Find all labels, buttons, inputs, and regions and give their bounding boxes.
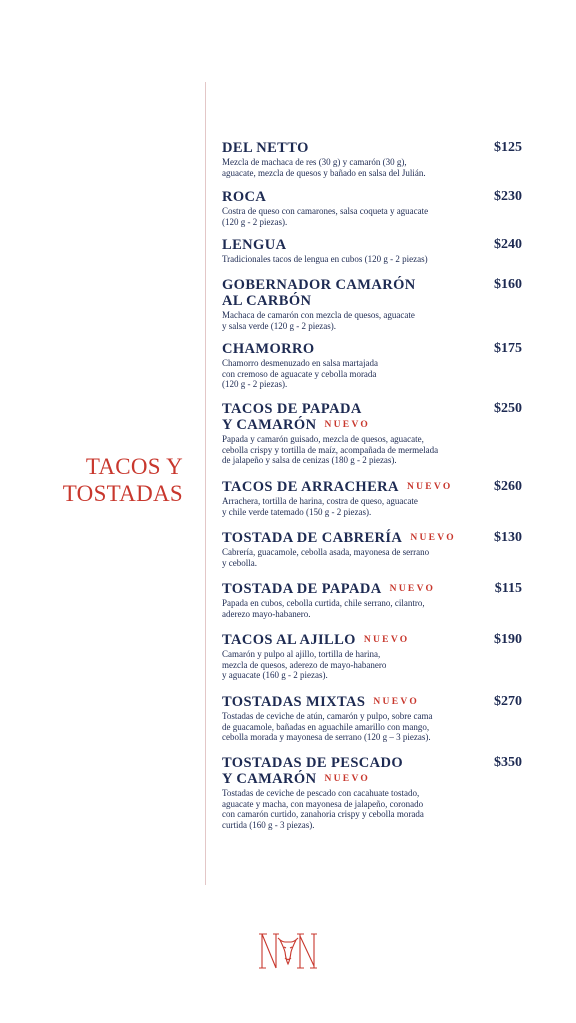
menu-item-description: Costra de queso con camarones, salsa coqueta y aguacate (120 g - 2 piezas). [222,206,429,227]
menu-item-description: Papada y camarón guisado, mezcla de quesos, aguacate, cebolla crispy y tortilla de maíz, acompañada de mermelada de jalapeño y salsa de cenizas (180 g - 2 piezas). [222,434,439,465]
menu-item-name-text: CHAMORRO [222,341,315,357]
menu-item-price: $240 [494,237,522,252]
menu-item-name [222,530,467,546]
new-badge: NUEVO [324,774,371,784]
menu-item-name [222,341,467,357]
menu-item-header [222,401,522,433]
menu-item-description: Arrachera, tortilla de harina, costra de queso, aguacate y chile verde tatemado (150 g - 2 piezas). [222,496,418,517]
menu-item-name [222,401,467,433]
menu-item-name-text: TACOS DE ARRACHERA [222,479,399,495]
menu-item [222,189,522,227]
menu-item-name-text: TOSTADA DE CABRERÍA [222,530,403,546]
menu-item [222,755,522,830]
menu-item-name-text: TOSTADA DE PAPADA [222,581,382,597]
menu-item-description: Cabrería, guacamole, cebolla asada, mayonesa de serrano y cebolla. [222,547,430,568]
menu-item-header [222,479,522,495]
menu-item-name [222,694,467,710]
menu-item-header [222,237,522,253]
menu-item-header [222,632,522,648]
menu-item-header [222,277,522,309]
menu-item-name-text: TACOS AL AJILLO [222,632,356,648]
menu-item-price: $250 [494,401,522,416]
new-badge: NUEVO [410,533,456,543]
menu-item-name [222,277,467,309]
menu-item-description: Machaca de camarón con mezcla de quesos, aguacate y salsa verde (120 g - 2 piezas). [222,310,415,331]
menu-item-price: $350 [494,755,522,770]
menu-item [222,237,522,265]
menu-item-price: $125 [494,140,522,155]
menu-item-header [222,189,522,205]
menu-item-header [222,755,522,787]
new-badge: NUEVO [363,635,410,645]
menu-item-name [222,479,467,495]
menu-item [222,140,522,178]
menu-item-header [222,530,522,546]
section-title: TACOS Y TOSTADAS [62,454,183,506]
menu-item-description: Tostadas de ceviche de atún, camarón y pulpo, sobre cama de guacamole, bañadas en aguachile amarillo con mango, cebolla morada y mayonesa de serrano (120 g – 3 piezas). [222,711,433,742]
new-badge: NUEVO [324,420,371,430]
menu-item [222,581,522,619]
menu-item-description: Mezcla de machaca de res (30 g) y camarón (30 g), aguacate, mezcla de quesos y bañado en salsa del Julián. [222,157,426,178]
menu-item-name [222,632,467,648]
menu-item-description: Tostadas de ceviche de pescado con cacahuate tostado, aguacate y macha, con mayonesa de jalapeño, coronado con camarón curtido, zanahoria crispy y cebolla morada curtida (160 g - 3 piezas). [222,788,424,830]
menu-item-header [222,341,522,357]
menu-item-price: $230 [494,189,522,204]
menu-item-name [222,237,467,253]
menu-item-price: $175 [494,341,522,356]
menu-item-name [222,140,467,156]
menu-item-price: $190 [494,632,522,647]
menu-item-name-text: GOBERNADOR CAMARÓN AL CARBÓN [222,277,416,309]
new-badge: NUEVO [389,584,436,594]
menu-item-name [222,189,467,205]
menu-item [222,530,522,568]
vertical-divider [205,82,206,885]
menu-item [222,479,522,517]
menu-item-price: $115 [494,581,522,596]
menu-item [222,632,522,681]
menu-item-name-text: DEL NETTO [222,140,309,156]
menu-item-description: Camarón y pulpo al ajillo, tortilla de harina, mezcla de quesos, aderezo de mayo-habanero y aguacate (160 g - 2 piezas). [222,649,387,680]
new-badge: NUEVO [406,482,453,492]
menu-item-price: $270 [494,694,522,709]
menu-item-name-text: ROCA [222,189,267,205]
menu-item [222,277,522,331]
menu-item [222,694,522,743]
menu-item-description: Papada en cubos, cebolla curtida, chile serrano, cilantro, aderezo mayo-habanero. [222,598,425,619]
menu-item-header [222,581,522,597]
new-badge: NUEVO [373,697,420,707]
menu-item-price: $160 [494,277,522,292]
menu-item [222,401,522,466]
bull-head-monogram-icon [258,928,318,974]
menu-item-name-text: TOSTADAS MIXTAS [222,694,366,710]
menu-item-name [222,581,467,597]
menu-item-header [222,694,522,710]
menu-item-price: $130 [494,530,522,545]
menu-item-description: Tradicionales tacos de lengua en cubos (120 g - 2 piezas) [222,254,428,264]
menu-item-name-text: TOSTADAS DE PESCADO Y CAMARÓN [222,755,404,787]
menu-item-name [222,755,467,787]
menu-item-description: Chamorro desmenuzado en salsa martajada con cremoso de aguacate y cebolla morada (120 g - 2 piezas). [222,358,378,389]
menu-item [222,341,522,390]
menu-item-name-text: LENGUA [222,237,287,253]
menu-item-price: $260 [494,479,522,494]
menu-item-header [222,140,522,156]
menu-item-name-text: TACOS DE PAPADA Y CAMARÓN [222,401,362,433]
